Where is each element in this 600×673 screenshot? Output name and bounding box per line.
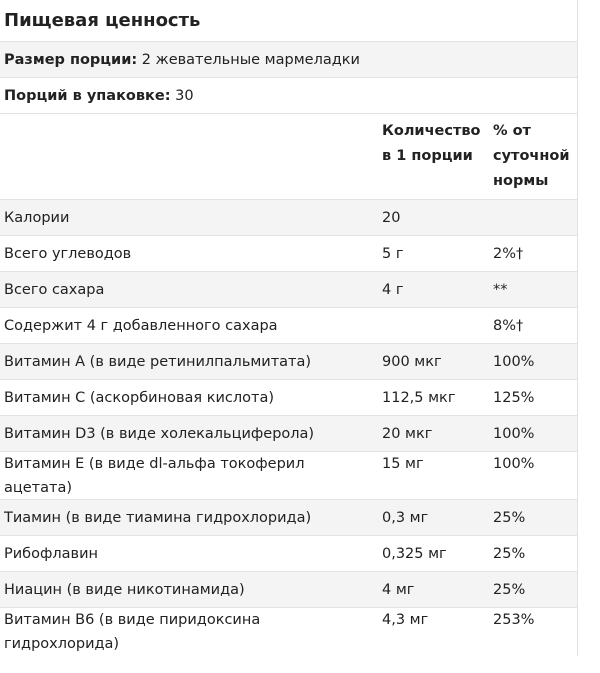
serving-size-label: Размер порции:	[4, 52, 138, 68]
nutrient-amount: 112,5 мкг	[382, 390, 456, 406]
page-title: Пищевая ценность	[0, 0, 577, 42]
nutrient-daily-value: 100%	[493, 456, 535, 472]
table-row	[0, 272, 577, 308]
nutrient-amount: 4,3 мг	[382, 612, 429, 628]
nutrient-daily-value: 100%	[493, 426, 535, 442]
header-amount	[378, 114, 489, 199]
nutrient-name-line: Витамин E (в виде dl-альфа токоферил	[4, 456, 305, 472]
nutrient-amount: 4 г	[382, 282, 404, 298]
table-row	[0, 200, 577, 236]
nutrient-name: Калории	[4, 210, 70, 226]
nutrient-daily-value: 2%†	[493, 246, 524, 262]
nutrient-name: Рибофлавин	[4, 546, 98, 562]
nutrient-name: Витамин C (аскорбиновая кислота)	[4, 390, 274, 406]
nutrient-amount: 4 мг	[382, 582, 415, 598]
nutrient-name: Витамин A (в виде ретинилпальмитата)	[4, 354, 312, 370]
table-row	[0, 572, 577, 608]
nutrient-daily-value: 25%	[493, 582, 526, 598]
servings-per-container-label: Порций в упаковке:	[4, 88, 171, 104]
table-row	[0, 308, 577, 344]
nutrient-amount: 20	[382, 210, 401, 226]
nutrient-name: Содержит 4 г добавленного сахара	[4, 318, 278, 334]
table-row	[0, 452, 577, 500]
table-header	[0, 114, 577, 200]
servings-per-container-value: 30	[170, 88, 194, 104]
header-name-cell	[0, 114, 378, 199]
nutrient-daily-value: 125%	[493, 390, 535, 406]
nutrient-amount: 0,325 мг	[382, 546, 447, 562]
table-row	[0, 536, 577, 572]
table-row	[0, 416, 577, 452]
nutrient-amount	[378, 308, 489, 343]
nutrient-amount: 5 г	[382, 246, 404, 262]
nutrient-amount: 0,3 мг	[382, 510, 429, 526]
nutrient-amount: 900 мкг	[382, 354, 442, 370]
nutrient-name: Тиамин (в виде тиамина гидрохлорида)	[4, 510, 312, 526]
table-row	[0, 608, 577, 656]
nutrient-amount: 20 мкг	[382, 426, 433, 442]
header-amount-line: в 1 порции	[382, 148, 473, 164]
table-row	[0, 380, 577, 416]
table-row	[0, 344, 577, 380]
nutrient-name: Ниацин (в виде никотинамида)	[4, 582, 245, 598]
nutrient-name-line: Витамин B6 (в виде пиридоксина	[4, 612, 261, 628]
table-row	[0, 500, 577, 536]
header-daily-value	[489, 114, 577, 199]
nutrient-daily-value	[489, 200, 577, 235]
table-row	[0, 236, 577, 272]
nutrient-daily-value: 253%	[493, 612, 535, 628]
nutrient-amount: 15 мг	[382, 456, 424, 472]
nutrient-daily-value: 100%	[493, 354, 535, 370]
serving-size-row	[0, 42, 577, 78]
header-dv-line: суточной	[493, 148, 570, 164]
nutrient-daily-value: 25%	[493, 510, 526, 526]
servings-per-container-row	[0, 78, 577, 114]
serving-size-value: 2 жевательные мармеладки	[137, 52, 360, 68]
header-dv-line: % от	[493, 123, 531, 139]
nutrient-name: Всего углеводов	[4, 246, 132, 262]
header-amount-line: Количество	[382, 123, 481, 139]
nutrient-name: Всего сахара	[4, 282, 105, 298]
nutrient-name-line: ацетата)	[4, 480, 72, 496]
nutrient-daily-value: 8%†	[493, 318, 524, 334]
nutrient-daily-value: 25%	[493, 546, 526, 562]
nutrient-name: Витамин D3 (в виде холекальциферола)	[4, 426, 315, 442]
header-dv-line: нормы	[493, 173, 549, 189]
nutrient-name-line: гидрохлорида)	[4, 636, 120, 652]
nutrient-name	[0, 452, 378, 499]
nutrient-name	[0, 608, 378, 656]
nutrient-daily-value: **	[493, 282, 508, 298]
